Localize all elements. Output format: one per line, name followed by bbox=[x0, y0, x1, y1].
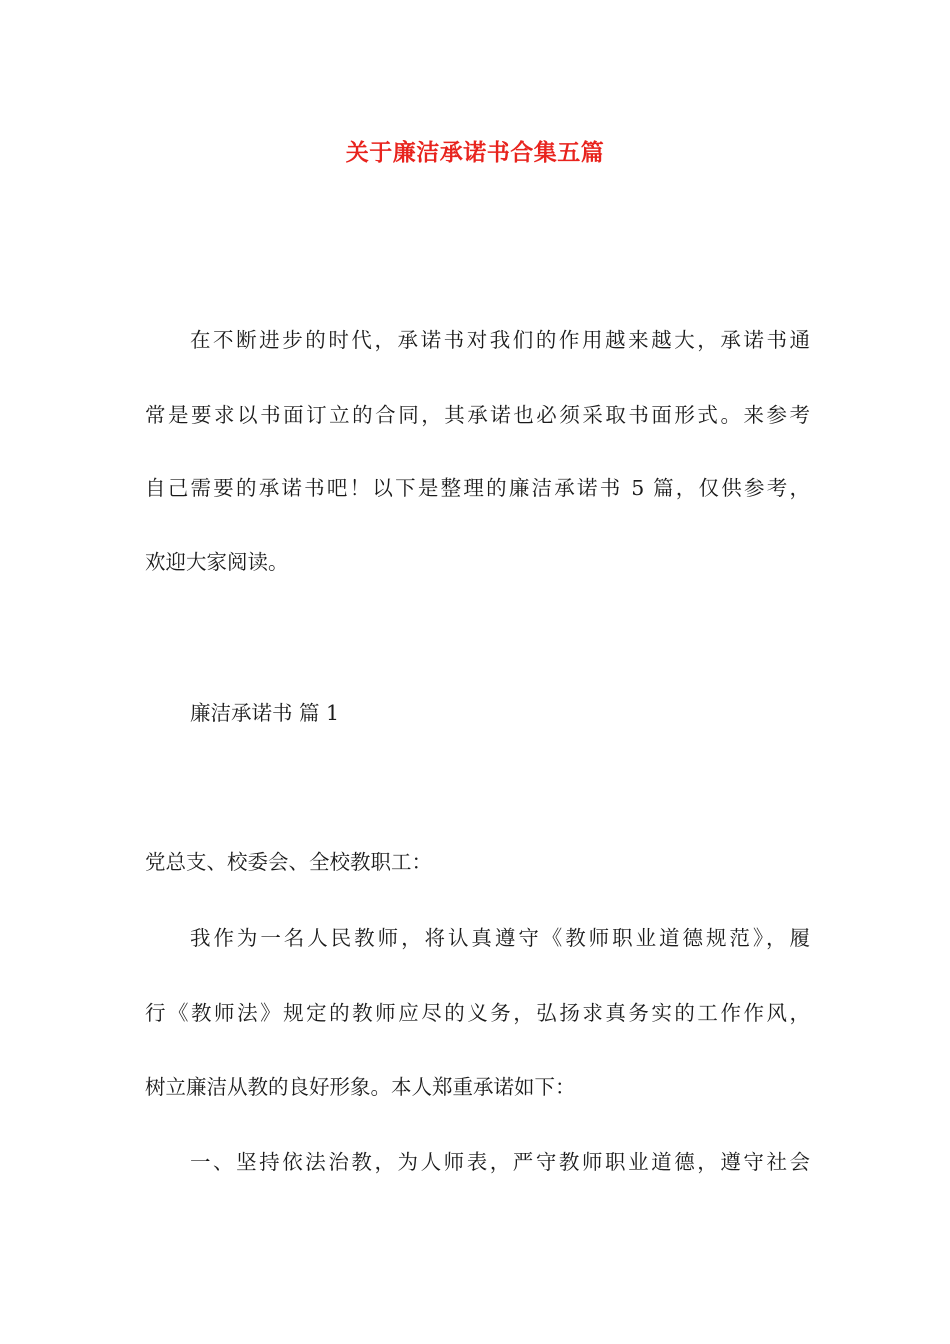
intro-line-2: 常是要求以书面订立的合同，其承诺也必须采取书面形式。来参考 bbox=[145, 403, 810, 427]
body-line-1: 我作为一名人民教师，将认真遵守《教师职业道德规范》，履 bbox=[190, 926, 810, 950]
intro-line-1: 在不断进步的时代，承诺书对我们的作用越来越大，承诺书通 bbox=[190, 328, 810, 352]
salutation: 党总支、校委会、全校教职工： bbox=[145, 850, 432, 874]
body-line-3: 树立廉洁从教的良好形象。本人郑重承诺如下： bbox=[145, 1075, 576, 1099]
section-heading: 廉洁承诺书 篇 1 bbox=[190, 701, 340, 725]
intro-line-3: 自己需要的承诺书吧！以下是整理的廉洁承诺书 5 篇，仅供参考， bbox=[145, 476, 810, 500]
intro-line-4: 欢迎大家阅读。 bbox=[145, 550, 289, 574]
body-line-2: 行《教师法》规定的教师应尽的义务，弘扬求真务实的工作作风， bbox=[145, 1001, 810, 1025]
document-title: 关于廉洁承诺书合集五篇 bbox=[345, 139, 605, 166]
body-line-4: 一、坚持依法治教，为人师表，严守教师职业道德，遵守社会 bbox=[190, 1150, 810, 1174]
